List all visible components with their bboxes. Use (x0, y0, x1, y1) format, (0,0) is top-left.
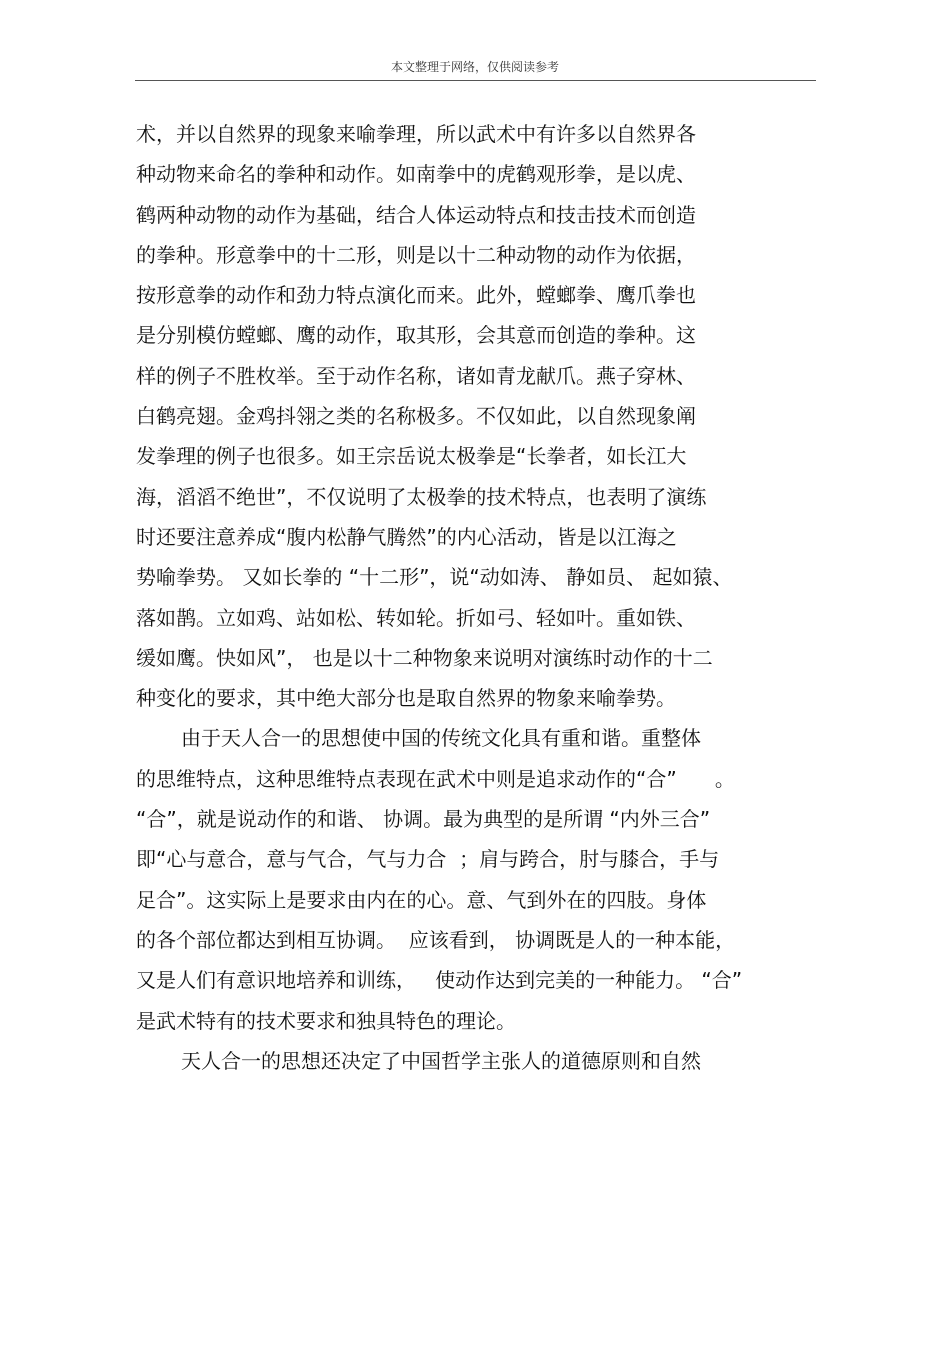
text-line: 白鹤亮翅。金鸡抖翎之类的名称极多。不仅如此，以自然现象阐 (136, 404, 696, 429)
text-line: 的各个部位都达到相互协调。 应该看到， 协调既是人的一种本能， (136, 927, 736, 952)
text-line: 发拳理的例子也很多。如王宗岳说太极拳是“长拳者，如长江大 (136, 444, 687, 469)
text-line: “合”，就是说动作的和谐、 协调。最为典型的是所谓 “内外三合” (136, 807, 711, 832)
text-line: 又是人们有意识地培养和训练， 使动作达到完美的一种能力。 “合” (136, 968, 743, 993)
text-line: 即“心与意合，意与气合，气与力合 ；肩与跨合，肘与膝合，手与 (136, 847, 720, 872)
text-line: 的拳种。形意拳中的十二形，则是以十二种动物的动作为依据， (136, 242, 696, 267)
paragraph (136, 114, 836, 718)
page-header: 本文整理于网络，仅供阅读参考 (390, 60, 559, 74)
text-line: 的思维特点，这种思维特点表现在武术中则是追求动作的“合” 。 (136, 766, 735, 791)
text-line: 足合”。这实际上是要求由内在的心。意、气到外在的四肢。身体 (136, 887, 707, 912)
text-line: 海，滔滔不绝世”，不仅说明了太极拳的技术特点，也表明了演练 (136, 484, 707, 509)
text-line: 鹤两种动物的动作为基础，结合人体运动特点和技击技术而创造 (136, 202, 696, 227)
text-line: 术，并以自然界的现象来喻拳理，所以武术中有许多以自然界各 (136, 122, 696, 146)
text-line: 是分别模仿螳螂、鹰的动作，取其形，会其意而创造的拳种。这 (136, 323, 696, 348)
paragraph (136, 1041, 836, 1081)
text-line: 是武术特有的技术要求和独具特色的理论。 (136, 1008, 516, 1033)
text-line: 种变化的要求，其中绝大部分也是取自然界的物象来喻拳势。 (136, 686, 676, 711)
text-line: 缓如鹰。快如风”， 也是以十二种物象来说明对演练时动作的十二 (136, 645, 713, 670)
paragraph (136, 718, 836, 1040)
text-line: 时还要注意养成“腹内松静气腾然”的内心活动，皆是以江海之 (136, 524, 677, 549)
text-line: 由于天人合一的思想使中国的传统文化具有重和谐。重整体 (181, 726, 701, 751)
header-divider (135, 80, 816, 81)
text-line: 天人合一的思想还决定了中国哲学主张人的道德原则和自然 (181, 1048, 701, 1073)
text-line: 势喻拳势。 又如长拳的 “十二形”，说“动如涛、 静如员、 起如猿、 (136, 565, 733, 590)
text-line: 落如鹊。立如鸡、站如松、转如轮。折如弓、轻如叶。重如铁、 (136, 605, 696, 630)
text-line: 按形意拳的动作和劲力特点演化而来。此外，螳螂拳、鹰爪拳也 (136, 283, 696, 308)
text-line: 样的例子不胜枚举。至于动作名称，诸如青龙献爪。燕子穿林、 (136, 363, 696, 388)
text-line: 种动物来命名的拳种和动作。如南拳中的虎鹤观形拳，是以虎、 (136, 162, 696, 187)
document-body (136, 114, 836, 1081)
